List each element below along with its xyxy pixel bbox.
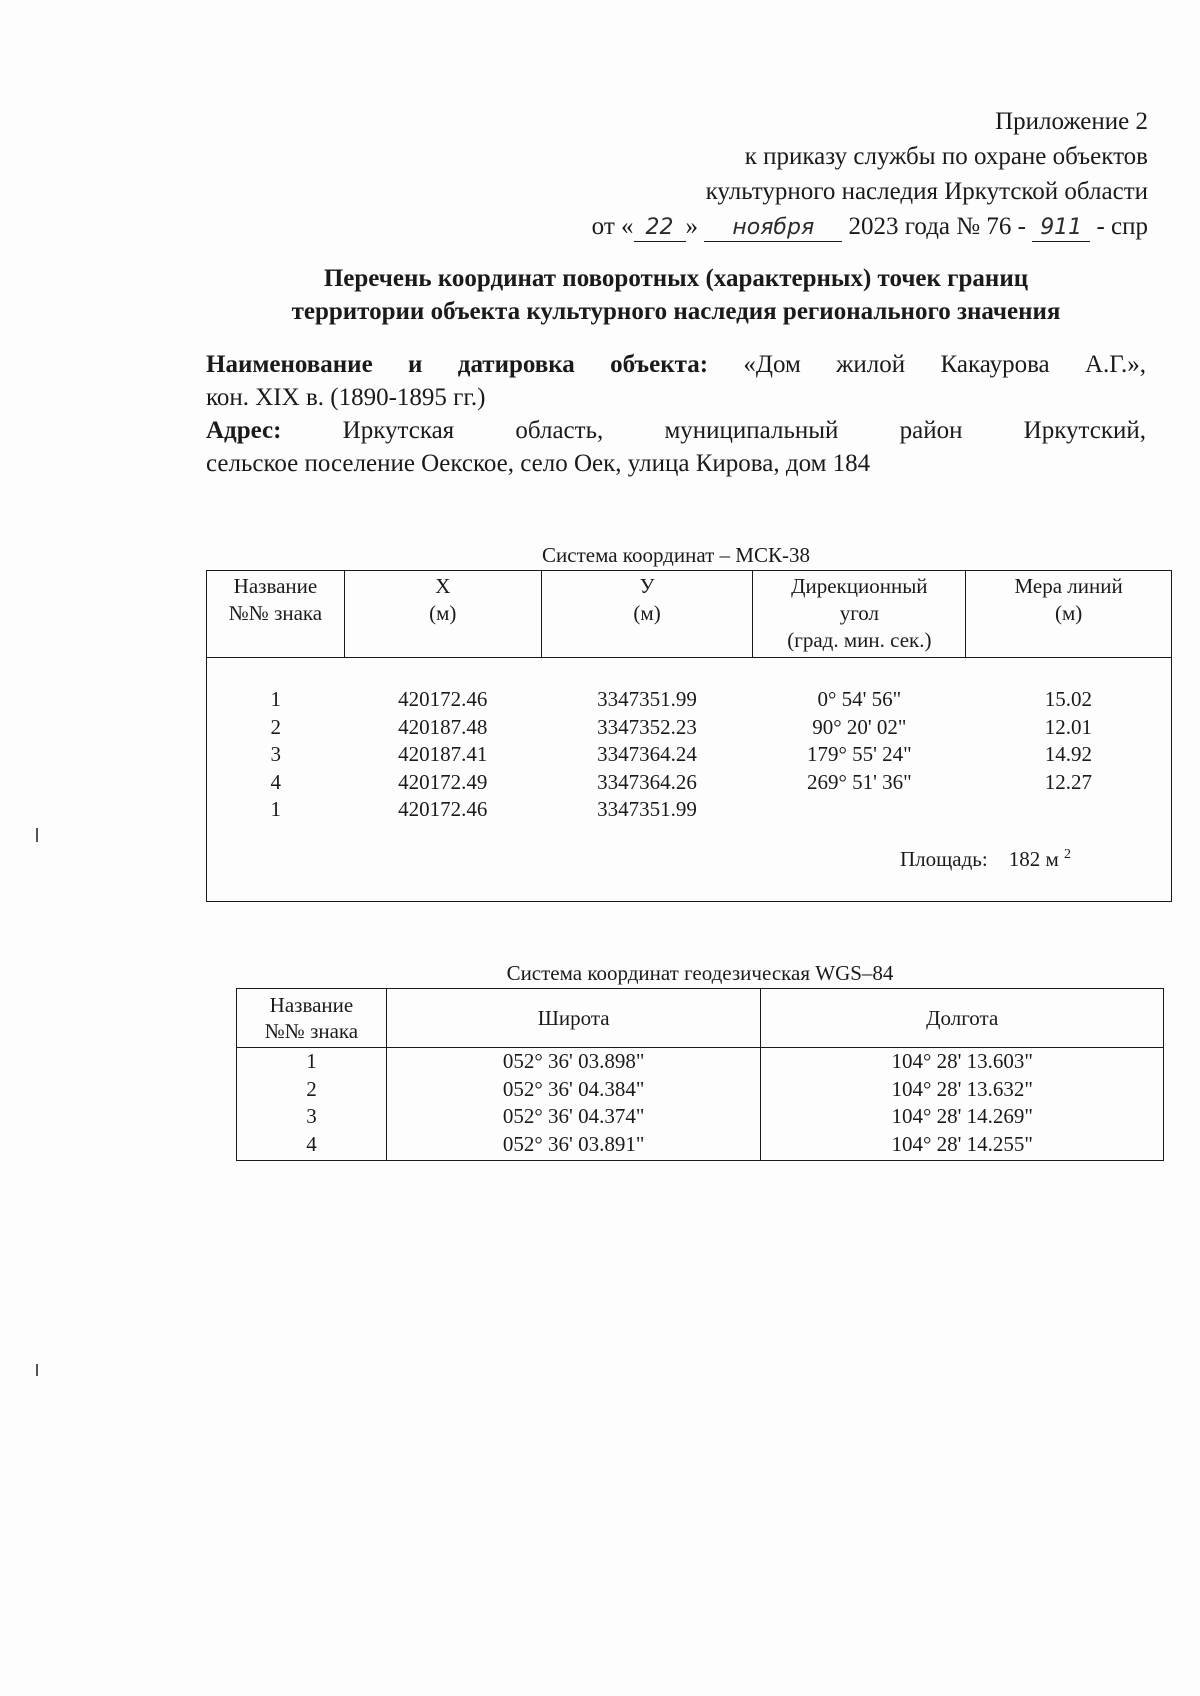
annex-order-ref: к приказу службы по охране объектов: [744, 143, 1148, 170]
object-name-value-w1: «Дом: [743, 351, 801, 378]
order-suffix: - спр: [1096, 213, 1148, 240]
table-cell: 3347352.23: [597, 714, 697, 739]
table-cell: 2: [270, 714, 281, 739]
table-cell: 052° 36' 04.384": [386, 1076, 761, 1104]
table-cell: 2: [237, 1076, 387, 1104]
table-cell: 104° 28' 13.632": [761, 1076, 1164, 1104]
table-cell: 0° 54' 56": [817, 687, 902, 711]
msk-header-length: Мера линий (м): [966, 571, 1172, 658]
annex-header: [592, 104, 1148, 244]
table-cell: 420172.49: [398, 769, 488, 794]
annex-authority: культурного наследия Иркутской области: [705, 178, 1148, 205]
msk-col-x: [344, 658, 541, 842]
date-month-handwritten: ноября: [704, 215, 842, 242]
msk-header-angle: Дирекционный угол (град. мин. сек.): [753, 571, 966, 658]
object-description: [206, 348, 1146, 480]
object-name-value-w3: Какаурова: [940, 351, 1050, 378]
date-year: 2023 года № 76 -: [848, 213, 1026, 240]
address-word-5: Иркутский,: [1023, 417, 1146, 444]
object-name-line: [206, 348, 1146, 381]
annex-date-line: [592, 209, 1148, 244]
table-cell: 4: [237, 1131, 387, 1161]
address-end: сельское поселение Оекское, село Оек, улица Кирова, дом 184: [206, 450, 871, 477]
address-word-2: область,: [515, 417, 604, 444]
msk-col-y: [541, 658, 753, 842]
object-name-label-w1: Наименование: [206, 351, 373, 378]
table-cell: 3347351.99: [597, 687, 697, 711]
title-line-1: Перечень координат поворотных (характерных) точек границ: [323, 265, 1029, 292]
order-number-handwritten: 911: [1032, 215, 1090, 242]
address-word-1: Иркутская: [342, 417, 455, 444]
msk-col-length: [966, 658, 1172, 842]
table-cell: 420187.48: [398, 714, 488, 739]
table-cell: 1: [270, 687, 281, 711]
table-cell: 3347364.24: [597, 742, 697, 766]
scan-artifact: [36, 1364, 38, 1376]
object-name-label-w2: и: [408, 351, 423, 378]
msk-header-x: X (м): [344, 571, 541, 658]
object-name-value-w4: А.Г.»,: [1085, 351, 1146, 378]
table-cell: 104° 28' 13.603": [761, 1048, 1164, 1076]
annex-title: Приложение 2: [995, 108, 1148, 135]
address-word-3: муниципальный: [664, 417, 839, 444]
msk-header-y: У (м): [541, 571, 753, 658]
msk-data-block: [207, 658, 1172, 842]
address-label: Адрес:: [206, 417, 282, 444]
address-word-4: район: [899, 417, 963, 444]
table-cell: 1: [237, 1048, 387, 1076]
object-dating: кон. XIX в. (1890-1895 гг.): [206, 384, 486, 411]
msk-area-row: [207, 841, 1172, 902]
wgs-header-name: Название №№ знака: [237, 989, 387, 1048]
scan-artifact: [36, 828, 38, 842]
object-name-value-w2: жилой: [836, 351, 906, 378]
date-prefix: от «: [591, 213, 634, 240]
table-row: [237, 1048, 1164, 1076]
msk-header-row: [207, 571, 1172, 658]
area-label: Площадь:: [899, 847, 988, 871]
table-cell: 179° 55' 24": [806, 742, 912, 766]
table-cell: 104° 28' 14.269": [761, 1103, 1164, 1131]
wgs-table-caption: Система координат геодезическая WGS–84: [506, 961, 894, 985]
table-cell: 104° 28' 14.255": [761, 1131, 1164, 1161]
msk-coordinates-table: [206, 570, 1172, 902]
msk-header-name: Название №№ знака: [207, 571, 345, 658]
wgs-header-lat: Широта: [386, 989, 761, 1048]
table-row: [237, 1131, 1164, 1161]
title-line-2: территории объекта культурного наследия регионального значения: [291, 298, 1061, 325]
table-cell: 052° 36' 03.891": [386, 1131, 761, 1161]
table-cell: 269° 51' 36": [806, 769, 912, 794]
object-name-label-w3: датировка: [457, 351, 575, 378]
date-day-handwritten: 22: [634, 215, 686, 242]
table-cell: 420172.46: [398, 687, 488, 711]
table-cell: 15.02: [1044, 687, 1093, 711]
wgs-header-row: [237, 989, 1164, 1048]
area-value: 182 м: [1008, 847, 1059, 871]
object-name-label-w4: объекта:: [610, 351, 709, 378]
table-cell: 12.27: [1044, 769, 1093, 794]
document-title: [206, 262, 1146, 328]
table-row: [237, 1103, 1164, 1131]
msk-col-name: [207, 658, 345, 842]
table-cell: 052° 36' 04.374": [386, 1103, 761, 1131]
table-cell: 3347351.99: [597, 797, 697, 821]
wgs-coordinates-table: [236, 988, 1164, 1161]
table-row: [237, 1076, 1164, 1104]
table-cell: 1: [270, 797, 281, 821]
wgs-header-lon: Долгота: [761, 989, 1164, 1048]
table-cell: 3347364.26: [597, 769, 697, 794]
msk-table-caption: Система координат – МСК-38: [542, 543, 810, 567]
msk-col-angle: [753, 658, 966, 842]
table-cell: 14.92: [1044, 742, 1093, 766]
table-cell: 3: [237, 1103, 387, 1131]
object-address-line: [206, 414, 1146, 447]
area-exponent: 2: [1064, 847, 1071, 862]
table-cell: 90° 20' 02": [812, 714, 907, 739]
table-cell: 420172.46: [398, 797, 488, 821]
area-cell: [207, 841, 1172, 902]
table-cell: 4: [270, 769, 281, 794]
date-mid: »: [685, 213, 699, 240]
table-cell: 3: [270, 742, 281, 766]
table-cell: 052° 36' 03.898": [386, 1048, 761, 1076]
table-cell: 12.01: [1044, 714, 1093, 739]
table-cell: 420187.41: [398, 742, 488, 766]
